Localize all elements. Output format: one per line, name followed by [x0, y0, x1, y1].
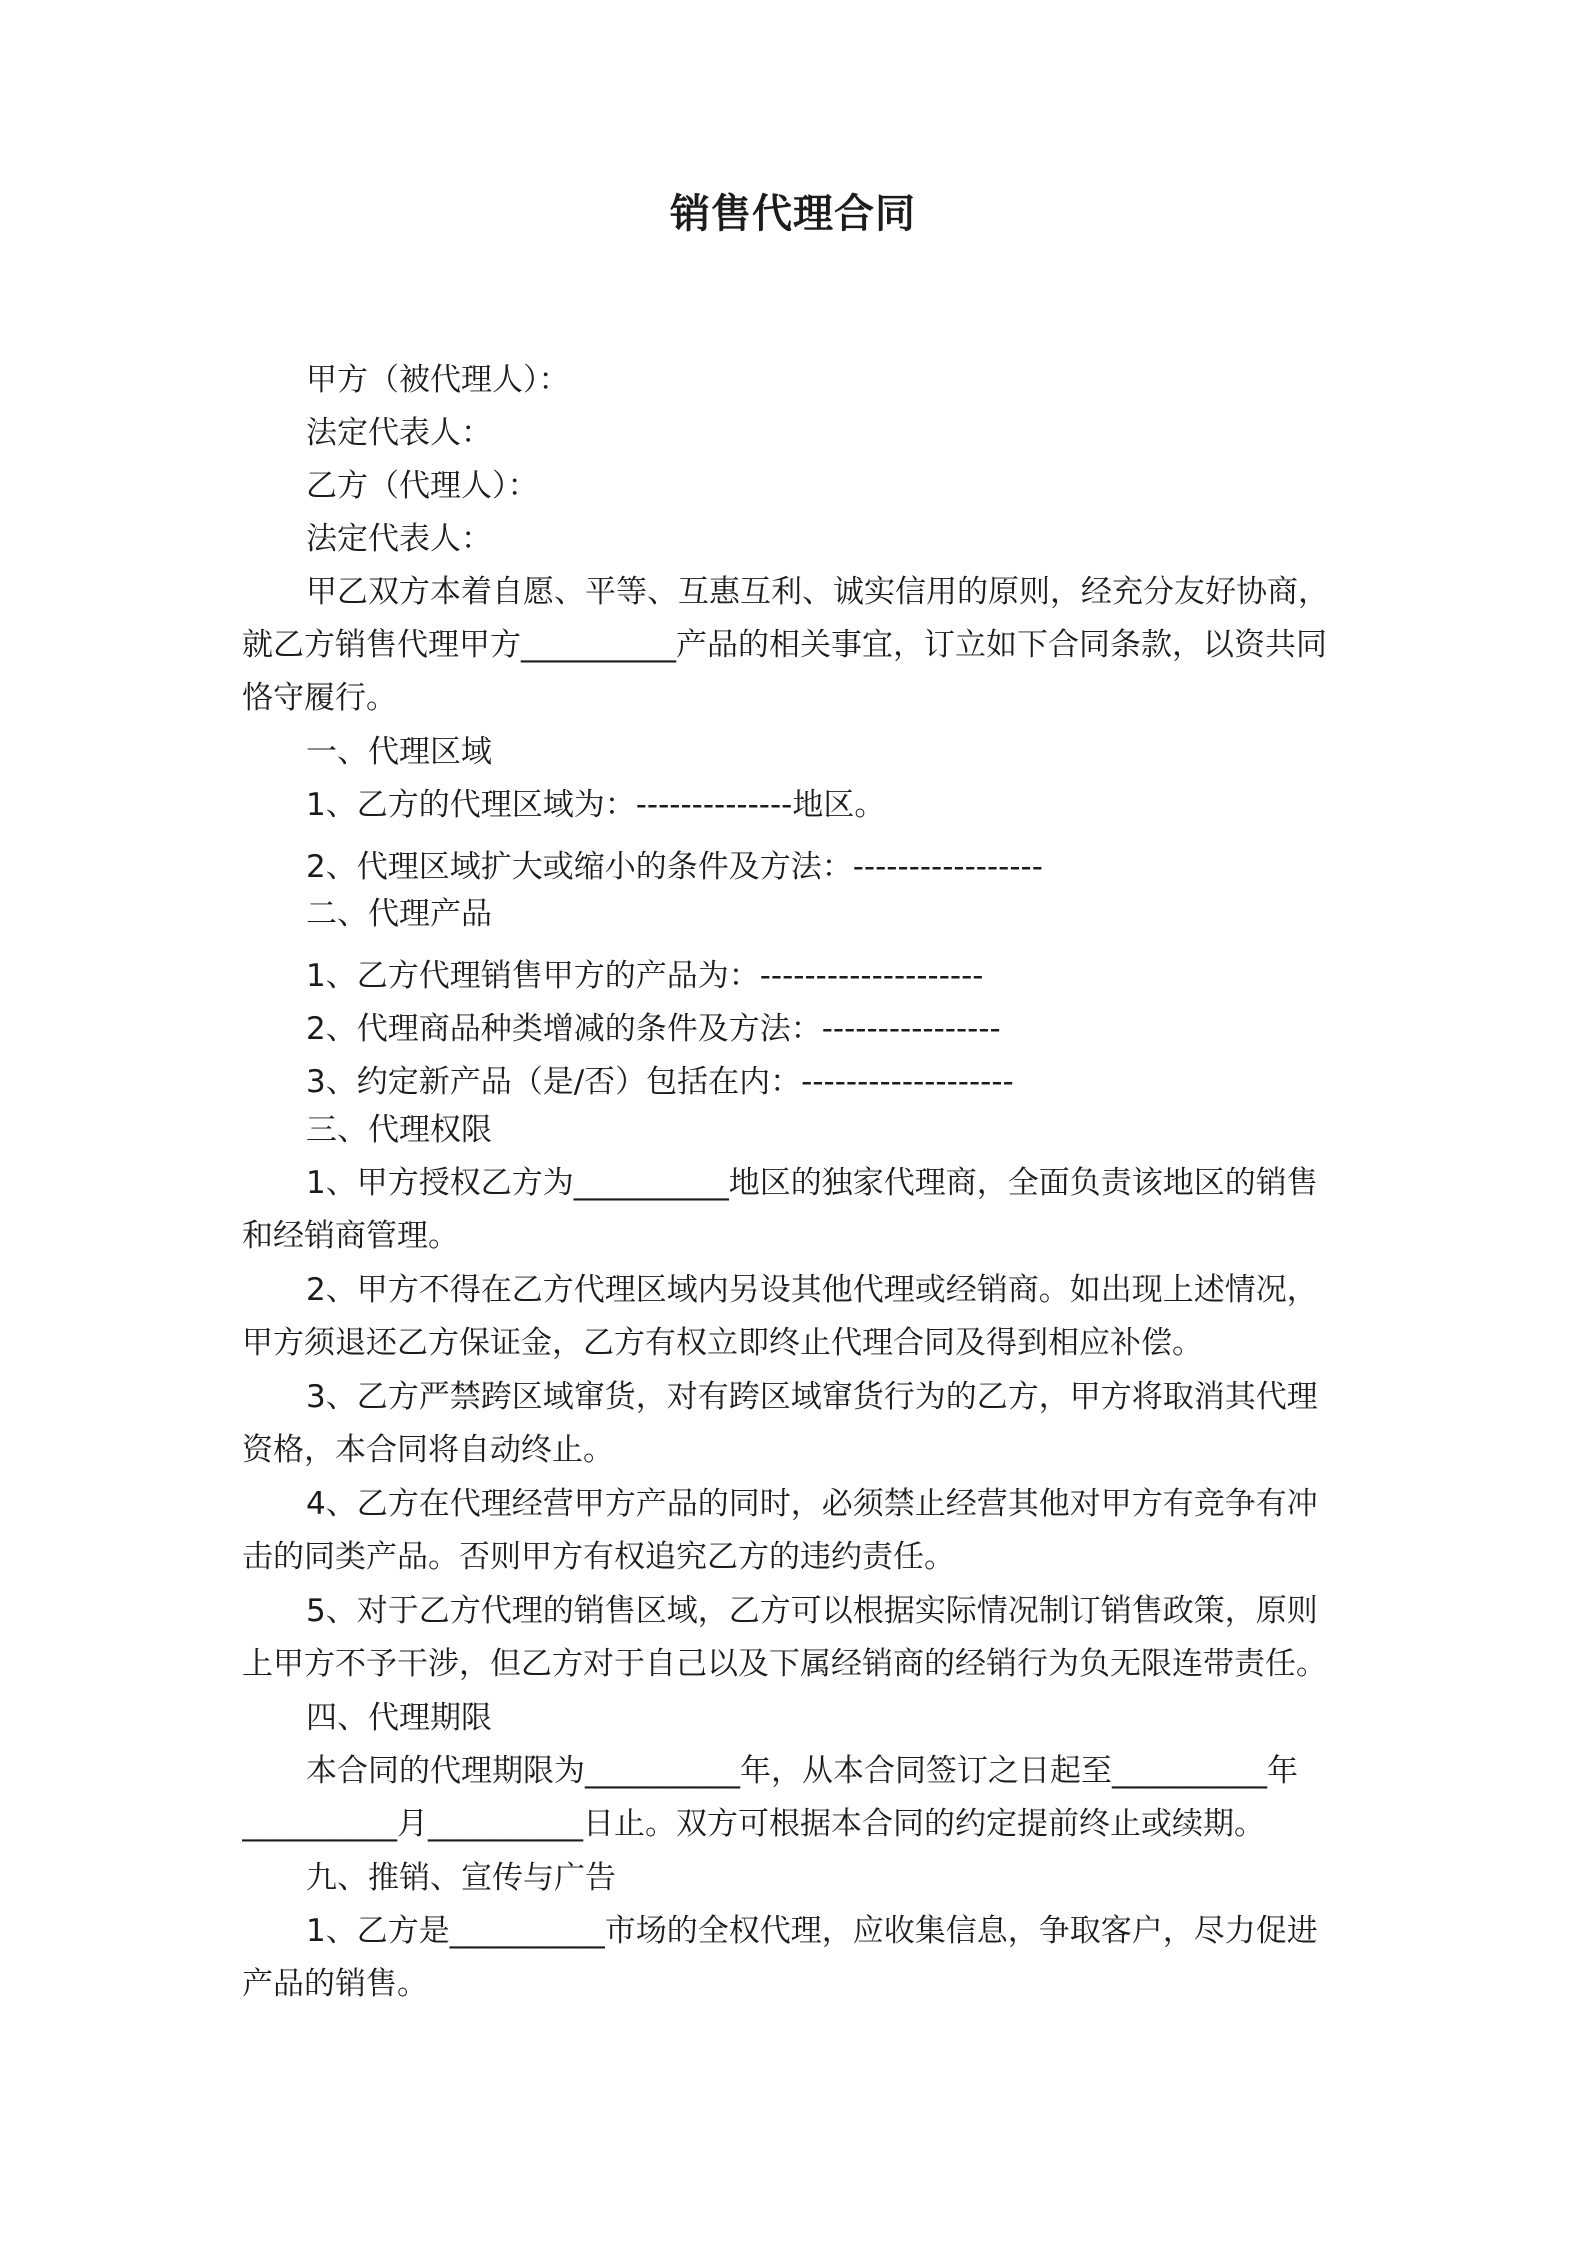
section-heading-4: 四、代理期限: [306, 1700, 492, 1736]
preamble-line-1: 甲乙双方本着自愿、平等、互惠互利、诚实信用的原则，经充分友好协商，: [306, 574, 1329, 610]
clause-2-1: 1、乙方代理销售甲方的产品为：--------------------: [306, 958, 984, 994]
clause-3-2-line-1: 2、甲方不得在乙方代理区域内另设其他代理或经销商。如出现上述情况，: [306, 1272, 1318, 1308]
clause-1-1: 1、乙方的代理区域为：--------------地区。: [306, 787, 886, 823]
clause-3-5-line-2: 上甲方不予干涉，但乙方对于自己以及下属经销商的经销行为负无限连带责任。: [242, 1646, 1327, 1682]
clause-1-2: 2、代理区域扩大或缩小的条件及方法：-----------------: [306, 849, 1043, 885]
party-a-line: 甲方（被代理人）：: [306, 362, 570, 398]
preamble-line-2: 就乙方销售代理甲方__________产品的相关事宜，订立如下合同条款，以资共同: [242, 627, 1327, 663]
preamble-line-3: 恪守履行。: [242, 680, 397, 716]
clause-3-1-line-2: 和经销商管理。: [242, 1218, 459, 1254]
party-a-rep-line: 法定代表人：: [306, 415, 492, 451]
clause-3-4-line-2: 击的同类产品。否则甲方有权追究乙方的违约责任。: [242, 1539, 955, 1575]
clause-3-2-line-2: 甲方须退还乙方保证金，乙方有权立即终止代理合同及得到相应补偿。: [242, 1325, 1203, 1361]
clause-4-line-2: __________月__________日止。双方可根据本合同的约定提前终止或续期。: [242, 1806, 1265, 1842]
clause-4-line-1: 本合同的代理期限为__________年，从本合同签订之日起至__________年: [306, 1753, 1298, 1789]
clause-9-1-line-1: 1、乙方是__________市场的全权代理，应收集信息，争取客户，尽力促进: [306, 1913, 1318, 1949]
clause-3-3-line-2: 资格，本合同将自动终止。: [242, 1432, 614, 1468]
section-heading-1: 一、代理区域: [306, 734, 492, 770]
section-heading-2: 二、代理产品: [306, 896, 492, 932]
section-heading-9: 九、推销、宣传与广告: [306, 1860, 616, 1896]
clause-3-3-line-1: 3、乙方严禁跨区域窜货，对有跨区域窜货行为的乙方，甲方将取消其代理: [306, 1379, 1318, 1415]
clause-2-2: 2、代理商品种类增减的条件及方法：----------------: [306, 1011, 1001, 1047]
party-b-rep-line: 法定代表人：: [306, 521, 492, 557]
section-heading-3: 三、代理权限: [306, 1112, 492, 1148]
party-b-line: 乙方（代理人）：: [306, 468, 539, 504]
clause-3-1-line-1: 1、甲方授权乙方为__________地区的独家代理商，全面负责该地区的销售: [306, 1165, 1318, 1201]
document-title: 销售代理合同: [670, 191, 916, 237]
clause-3-4-line-1: 4、乙方在代理经营甲方产品的同时，必须禁止经营其他对甲方有竞争有冲: [306, 1486, 1318, 1522]
clause-9-1-line-2: 产品的销售。: [242, 1966, 428, 2002]
clause-2-3: 3、约定新产品（是/否）包括在内：-------------------: [306, 1064, 1014, 1100]
clause-3-5-line-1: 5、对于乙方代理的销售区域，乙方可以根据实际情况制订销售政策，原则: [306, 1593, 1318, 1629]
